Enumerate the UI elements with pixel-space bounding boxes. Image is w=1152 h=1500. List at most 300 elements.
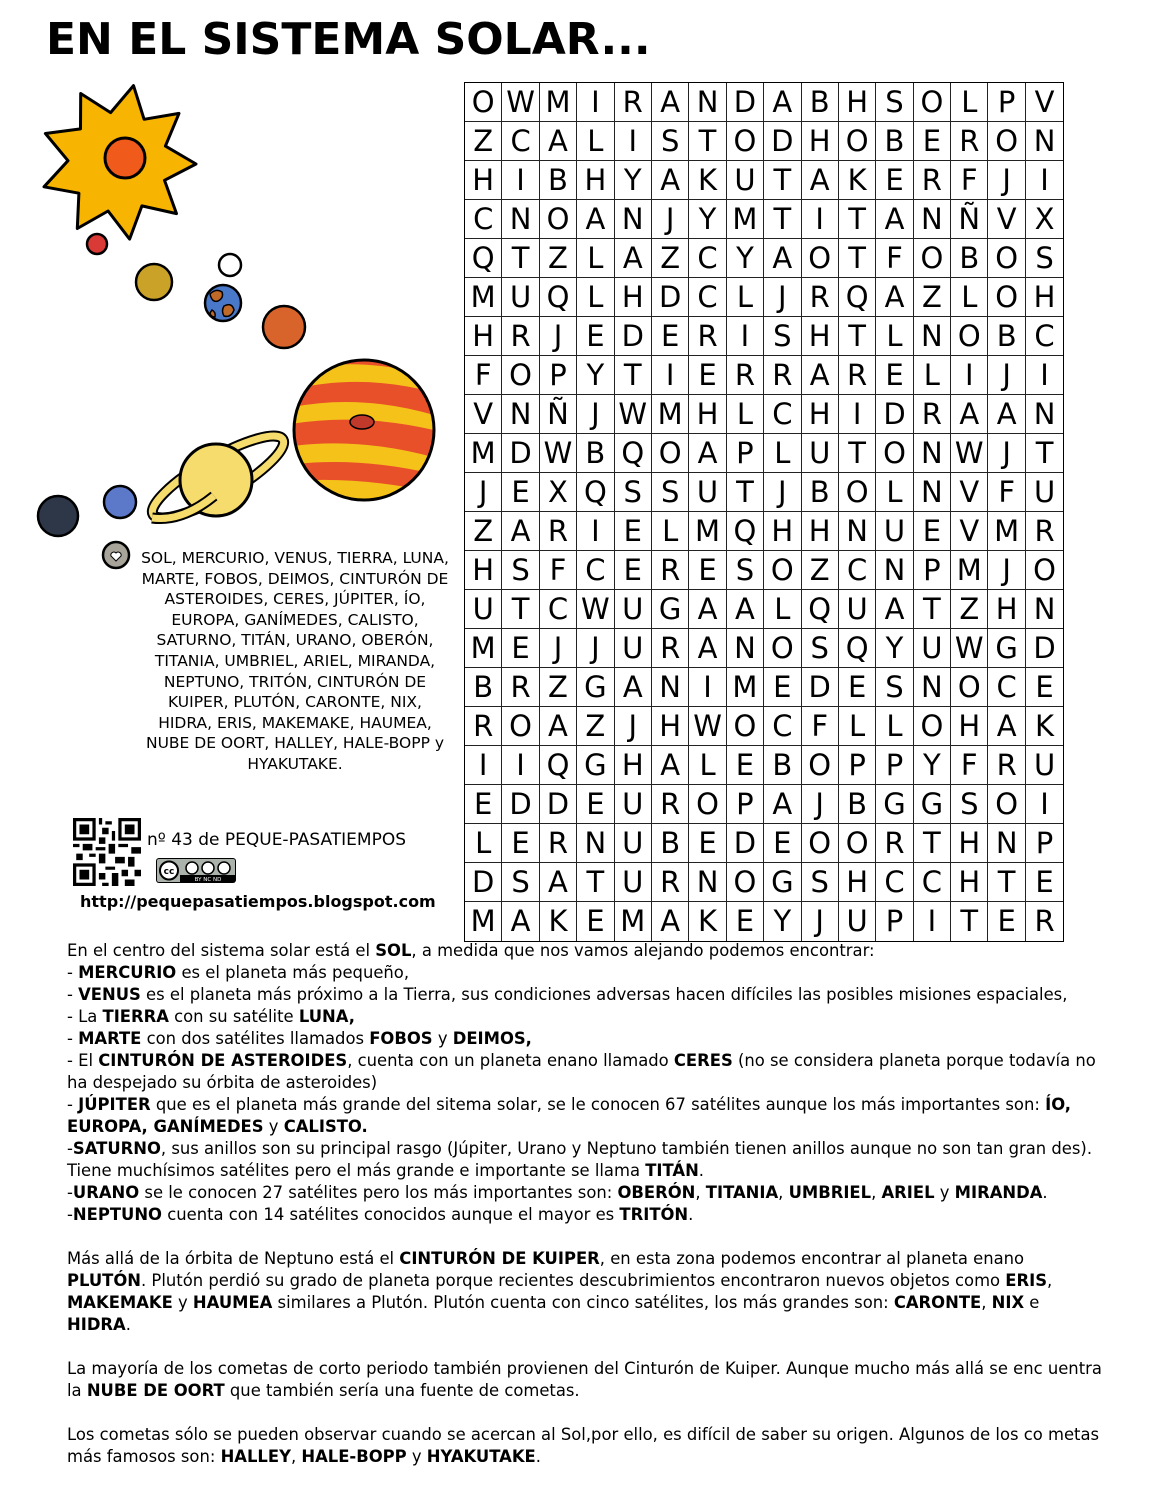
grid-cell[interactable]: C: [577, 551, 614, 590]
grid-cell[interactable]: J: [802, 902, 839, 941]
grid-cell[interactable]: P: [1026, 824, 1063, 863]
grid-cell[interactable]: N: [988, 824, 1025, 863]
grid-cell[interactable]: J: [988, 356, 1025, 395]
grid-cell[interactable]: E: [615, 551, 652, 590]
grid-cell[interactable]: E: [914, 512, 951, 551]
grid-cell[interactable]: I: [577, 512, 614, 551]
grid-cell[interactable]: D: [615, 317, 652, 356]
grid-cell[interactable]: I: [1026, 161, 1063, 200]
grid-cell[interactable]: R: [540, 512, 577, 551]
grid-cell[interactable]: D: [802, 668, 839, 707]
grid-cell[interactable]: H: [652, 707, 689, 746]
grid-cell[interactable]: H: [839, 83, 876, 122]
grid-cell[interactable]: J: [802, 785, 839, 824]
grid-cell[interactable]: N: [727, 629, 764, 668]
grid-cell[interactable]: W: [951, 629, 988, 668]
grid-cell[interactable]: H: [802, 122, 839, 161]
grid-cell[interactable]: L: [951, 278, 988, 317]
grid-cell[interactable]: Q: [615, 434, 652, 473]
grid-cell[interactable]: C: [540, 590, 577, 629]
grid-cell[interactable]: E: [988, 902, 1025, 941]
grid-cell[interactable]: B: [802, 473, 839, 512]
grid-cell[interactable]: D: [652, 278, 689, 317]
grid-cell[interactable]: O: [502, 356, 539, 395]
grid-cell[interactable]: R: [802, 278, 839, 317]
grid-cell[interactable]: T: [1026, 434, 1063, 473]
grid-cell[interactable]: O: [914, 707, 951, 746]
grid-cell[interactable]: U: [876, 512, 913, 551]
grid-cell[interactable]: M: [465, 902, 502, 941]
grid-cell[interactable]: B: [876, 122, 913, 161]
grid-cell[interactable]: E: [764, 824, 801, 863]
grid-cell[interactable]: C: [689, 278, 726, 317]
grid-cell[interactable]: Y: [876, 629, 913, 668]
grid-cell[interactable]: E: [577, 785, 614, 824]
grid-cell[interactable]: Z: [951, 590, 988, 629]
grid-cell[interactable]: A: [652, 902, 689, 941]
grid-cell[interactable]: T: [839, 200, 876, 239]
grid-cell[interactable]: U: [615, 785, 652, 824]
grid-cell[interactable]: O: [988, 278, 1025, 317]
grid-cell[interactable]: O: [1026, 551, 1063, 590]
grid-cell[interactable]: W: [615, 395, 652, 434]
grid-cell[interactable]: A: [689, 629, 726, 668]
grid-cell[interactable]: O: [689, 785, 726, 824]
grid-cell[interactable]: U: [914, 629, 951, 668]
blog-url[interactable]: http://pequepasatiempos.blogspot.com: [80, 892, 436, 911]
grid-cell[interactable]: K: [689, 902, 726, 941]
grid-cell[interactable]: O: [465, 83, 502, 122]
grid-cell[interactable]: K: [689, 161, 726, 200]
grid-cell[interactable]: G: [988, 629, 1025, 668]
grid-cell[interactable]: L: [876, 473, 913, 512]
grid-cell[interactable]: A: [502, 512, 539, 551]
grid-cell[interactable]: S: [802, 863, 839, 902]
grid-cell[interactable]: T: [914, 824, 951, 863]
grid-cell[interactable]: Z: [802, 551, 839, 590]
grid-cell[interactable]: M: [727, 668, 764, 707]
grid-cell[interactable]: L: [727, 395, 764, 434]
grid-cell[interactable]: B: [802, 83, 839, 122]
grid-cell[interactable]: A: [540, 863, 577, 902]
grid-cell[interactable]: U: [727, 161, 764, 200]
grid-cell[interactable]: G: [577, 668, 614, 707]
grid-cell[interactable]: Y: [615, 161, 652, 200]
grid-cell[interactable]: H: [1026, 278, 1063, 317]
grid-cell[interactable]: G: [876, 785, 913, 824]
grid-cell[interactable]: R: [502, 317, 539, 356]
grid-cell[interactable]: U: [1026, 746, 1063, 785]
grid-cell[interactable]: E: [689, 356, 726, 395]
grid-cell[interactable]: S: [615, 473, 652, 512]
grid-cell[interactable]: E: [577, 902, 614, 941]
grid-cell[interactable]: A: [876, 278, 913, 317]
grid-cell[interactable]: S: [951, 785, 988, 824]
grid-cell[interactable]: N: [652, 668, 689, 707]
grid-cell[interactable]: T: [764, 161, 801, 200]
grid-cell[interactable]: P: [988, 83, 1025, 122]
grid-cell[interactable]: N: [914, 317, 951, 356]
grid-cell[interactable]: R: [951, 122, 988, 161]
grid-cell[interactable]: O: [540, 200, 577, 239]
grid-cell[interactable]: A: [540, 122, 577, 161]
grid-cell[interactable]: O: [727, 863, 764, 902]
grid-cell[interactable]: E: [876, 161, 913, 200]
grid-cell[interactable]: U: [839, 590, 876, 629]
grid-cell[interactable]: M: [465, 629, 502, 668]
grid-cell[interactable]: N: [577, 824, 614, 863]
grid-cell[interactable]: H: [802, 317, 839, 356]
grid-cell[interactable]: E: [727, 902, 764, 941]
grid-cell[interactable]: B: [764, 746, 801, 785]
grid-cell[interactable]: S: [502, 551, 539, 590]
grid-cell[interactable]: O: [988, 239, 1025, 278]
grid-cell[interactable]: J: [615, 707, 652, 746]
grid-cell[interactable]: R: [988, 746, 1025, 785]
grid-cell[interactable]: T: [502, 239, 539, 278]
grid-cell[interactable]: S: [802, 629, 839, 668]
grid-cell[interactable]: J: [540, 629, 577, 668]
grid-cell[interactable]: F: [802, 707, 839, 746]
grid-cell[interactable]: E: [689, 824, 726, 863]
grid-cell[interactable]: A: [615, 668, 652, 707]
grid-cell[interactable]: T: [914, 590, 951, 629]
grid-cell[interactable]: U: [615, 863, 652, 902]
grid-cell[interactable]: V: [988, 200, 1025, 239]
grid-cell[interactable]: I: [502, 161, 539, 200]
grid-cell[interactable]: D: [764, 122, 801, 161]
grid-cell[interactable]: R: [914, 395, 951, 434]
grid-cell[interactable]: O: [914, 239, 951, 278]
grid-cell[interactable]: T: [764, 200, 801, 239]
grid-cell[interactable]: O: [876, 434, 913, 473]
grid-cell[interactable]: O: [914, 83, 951, 122]
grid-cell[interactable]: R: [839, 356, 876, 395]
grid-cell[interactable]: I: [502, 746, 539, 785]
grid-cell[interactable]: R: [689, 317, 726, 356]
grid-cell[interactable]: O: [802, 746, 839, 785]
grid-cell[interactable]: Y: [914, 746, 951, 785]
grid-cell[interactable]: M: [727, 200, 764, 239]
grid-cell[interactable]: J: [764, 473, 801, 512]
grid-cell[interactable]: Ñ: [951, 200, 988, 239]
grid-cell[interactable]: Q: [465, 239, 502, 278]
grid-cell[interactable]: E: [727, 746, 764, 785]
grid-cell[interactable]: D: [876, 395, 913, 434]
grid-cell[interactable]: O: [839, 473, 876, 512]
grid-cell[interactable]: U: [615, 590, 652, 629]
grid-cell[interactable]: C: [839, 551, 876, 590]
grid-cell[interactable]: H: [951, 824, 988, 863]
grid-cell[interactable]: Z: [540, 239, 577, 278]
grid-cell[interactable]: R: [914, 161, 951, 200]
grid-cell[interactable]: M: [689, 512, 726, 551]
grid-cell[interactable]: L: [876, 707, 913, 746]
grid-cell[interactable]: J: [652, 200, 689, 239]
grid-cell[interactable]: A: [988, 707, 1025, 746]
grid-cell[interactable]: T: [577, 863, 614, 902]
grid-cell[interactable]: P: [876, 746, 913, 785]
grid-cell[interactable]: N: [914, 200, 951, 239]
grid-cell[interactable]: Q: [540, 278, 577, 317]
grid-cell[interactable]: M: [615, 902, 652, 941]
grid-cell[interactable]: T: [502, 590, 539, 629]
grid-cell[interactable]: S: [764, 317, 801, 356]
grid-cell[interactable]: F: [876, 239, 913, 278]
grid-cell[interactable]: E: [502, 629, 539, 668]
grid-cell[interactable]: I: [914, 902, 951, 941]
grid-cell[interactable]: F: [465, 356, 502, 395]
grid-cell[interactable]: Y: [689, 200, 726, 239]
grid-cell[interactable]: R: [1034, 904, 1055, 938]
grid-cell[interactable]: I: [951, 356, 988, 395]
grid-cell[interactable]: Z: [914, 278, 951, 317]
grid-cell[interactable]: T: [689, 122, 726, 161]
grid-cell[interactable]: V: [1026, 83, 1063, 122]
grid-cell[interactable]: E: [502, 824, 539, 863]
grid-cell[interactable]: Z: [577, 707, 614, 746]
grid-cell[interactable]: L: [764, 434, 801, 473]
grid-cell[interactable]: U: [615, 629, 652, 668]
grid-cell[interactable]: A: [802, 161, 839, 200]
grid-cell[interactable]: N: [914, 434, 951, 473]
grid-cell[interactable]: J: [988, 551, 1025, 590]
grid-cell[interactable]: P: [540, 356, 577, 395]
grid-cell[interactable]: V: [465, 395, 502, 434]
grid-cell[interactable]: K: [839, 161, 876, 200]
grid-cell[interactable]: A: [764, 785, 801, 824]
grid-cell[interactable]: T: [727, 473, 764, 512]
grid-cell[interactable]: I: [689, 668, 726, 707]
grid-cell[interactable]: M: [465, 434, 502, 473]
grid-cell[interactable]: J: [988, 161, 1025, 200]
grid-cell[interactable]: U: [802, 434, 839, 473]
grid-cell[interactable]: P: [914, 551, 951, 590]
grid-cell[interactable]: A: [951, 395, 988, 434]
grid-cell[interactable]: L: [876, 317, 913, 356]
grid-cell[interactable]: H: [465, 551, 502, 590]
grid-cell[interactable]: M: [465, 278, 502, 317]
grid-cell[interactable]: L: [764, 590, 801, 629]
grid-cell[interactable]: R: [764, 356, 801, 395]
grid-cell[interactable]: Y: [727, 239, 764, 278]
grid-cell[interactable]: N: [615, 200, 652, 239]
grid-cell[interactable]: O: [988, 122, 1025, 161]
grid-cell[interactable]: K: [1026, 707, 1063, 746]
grid-cell[interactable]: I: [465, 746, 502, 785]
grid-cell[interactable]: R: [1026, 512, 1063, 551]
grid-cell[interactable]: A: [652, 161, 689, 200]
grid-cell[interactable]: S: [652, 473, 689, 512]
grid-cell[interactable]: L: [465, 824, 502, 863]
grid-cell[interactable]: I: [615, 122, 652, 161]
grid-cell[interactable]: T: [951, 902, 988, 941]
grid-cell[interactable]: A: [577, 200, 614, 239]
grid-cell[interactable]: U: [839, 902, 876, 941]
grid-cell[interactable]: J: [465, 473, 502, 512]
grid-cell[interactable]: S: [1026, 239, 1063, 278]
grid-cell[interactable]: B: [988, 317, 1025, 356]
grid-cell[interactable]: P: [876, 902, 913, 941]
grid-cell[interactable]: L: [727, 278, 764, 317]
grid-cell[interactable]: E: [465, 785, 502, 824]
grid-cell[interactable]: O: [727, 707, 764, 746]
grid-cell[interactable]: Q: [802, 590, 839, 629]
grid-cell[interactable]: A: [540, 707, 577, 746]
grid-cell[interactable]: F: [951, 746, 988, 785]
grid-cell[interactable]: N: [1026, 395, 1063, 434]
grid-cell[interactable]: L: [577, 239, 614, 278]
grid-cell[interactable]: F: [540, 551, 577, 590]
grid-cell[interactable]: W: [689, 707, 726, 746]
grid-cell[interactable]: N: [1026, 122, 1063, 161]
grid-cell[interactable]: N: [876, 551, 913, 590]
grid-cell[interactable]: B: [577, 434, 614, 473]
grid-cell[interactable]: N: [914, 473, 951, 512]
grid-cell[interactable]: M: [988, 512, 1025, 551]
grid-cell[interactable]: H: [764, 512, 801, 551]
grid-cell[interactable]: G: [577, 746, 614, 785]
grid-cell[interactable]: E: [689, 551, 726, 590]
grid-cell[interactable]: A: [764, 239, 801, 278]
grid-cell[interactable]: R: [652, 551, 689, 590]
grid-cell[interactable]: N: [1026, 590, 1063, 629]
grid-cell[interactable]: E: [615, 512, 652, 551]
grid-cell[interactable]: A: [988, 395, 1025, 434]
grid-cell[interactable]: L: [914, 356, 951, 395]
grid-cell[interactable]: Q: [727, 512, 764, 551]
grid-cell[interactable]: E: [839, 668, 876, 707]
grid-cell[interactable]: H: [802, 395, 839, 434]
grid-cell[interactable]: I: [839, 395, 876, 434]
grid-cell[interactable]: U: [689, 473, 726, 512]
grid-cell[interactable]: G: [764, 863, 801, 902]
grid-cell[interactable]: D: [727, 83, 764, 122]
grid-cell[interactable]: I: [802, 200, 839, 239]
grid-cell[interactable]: F: [951, 161, 988, 200]
grid-cell[interactable]: O: [988, 785, 1025, 824]
grid-cell[interactable]: D: [502, 434, 539, 473]
grid-cell[interactable]: O: [951, 668, 988, 707]
grid-cell[interactable]: L: [577, 278, 614, 317]
grid-cell[interactable]: C: [764, 707, 801, 746]
grid-cell[interactable]: A: [727, 590, 764, 629]
grid-cell[interactable]: A: [876, 200, 913, 239]
grid-cell[interactable]: R: [727, 356, 764, 395]
grid-cell[interactable]: O: [502, 707, 539, 746]
grid-cell[interactable]: N: [502, 200, 539, 239]
grid-cell[interactable]: I: [577, 83, 614, 122]
grid-cell[interactable]: I: [1026, 785, 1063, 824]
grid-cell[interactable]: C: [876, 863, 913, 902]
grid-cell[interactable]: H: [615, 278, 652, 317]
grid-cell[interactable]: T: [615, 356, 652, 395]
grid-cell[interactable]: Q: [540, 746, 577, 785]
grid-cell[interactable]: R: [876, 824, 913, 863]
grid-cell[interactable]: E: [914, 122, 951, 161]
grid-cell[interactable]: W: [951, 434, 988, 473]
grid-cell[interactable]: J: [540, 317, 577, 356]
grid-cell[interactable]: S: [876, 668, 913, 707]
grid-cell[interactable]: E: [577, 317, 614, 356]
grid-cell[interactable]: Ñ: [540, 395, 577, 434]
grid-cell[interactable]: T: [988, 863, 1025, 902]
grid-cell[interactable]: A: [764, 83, 801, 122]
grid-cell[interactable]: F: [988, 473, 1025, 512]
grid-cell[interactable]: Z: [652, 239, 689, 278]
grid-cell[interactable]: R: [540, 824, 577, 863]
grid-cell[interactable]: R: [465, 707, 502, 746]
word-search-grid[interactable]: [464, 82, 1064, 942]
grid-cell[interactable]: P: [727, 434, 764, 473]
grid-cell[interactable]: E: [502, 473, 539, 512]
grid-cell[interactable]: O: [951, 317, 988, 356]
grid-cell[interactable]: L: [652, 512, 689, 551]
grid-cell[interactable]: D: [465, 863, 502, 902]
grid-cell[interactable]: K: [540, 902, 577, 941]
grid-cell[interactable]: T: [839, 239, 876, 278]
grid-cell[interactable]: E: [1026, 668, 1063, 707]
grid-cell[interactable]: O: [727, 122, 764, 161]
grid-cell[interactable]: G: [914, 785, 951, 824]
grid-cell[interactable]: A: [802, 356, 839, 395]
grid-cell[interactable]: J: [577, 629, 614, 668]
grid-cell[interactable]: L: [839, 707, 876, 746]
grid-cell[interactable]: G: [652, 590, 689, 629]
grid-cell[interactable]: P: [727, 785, 764, 824]
grid-cell[interactable]: A: [689, 590, 726, 629]
grid-cell[interactable]: U: [502, 278, 539, 317]
grid-cell[interactable]: L: [951, 83, 988, 122]
grid-cell[interactable]: N: [914, 668, 951, 707]
grid-cell[interactable]: Y: [577, 356, 614, 395]
grid-cell[interactable]: L: [689, 746, 726, 785]
grid-cell[interactable]: J: [577, 395, 614, 434]
grid-cell[interactable]: U: [465, 590, 502, 629]
grid-cell[interactable]: O: [764, 551, 801, 590]
grid-cell[interactable]: R: [652, 785, 689, 824]
grid-cell[interactable]: H: [988, 590, 1025, 629]
grid-cell[interactable]: Q: [577, 473, 614, 512]
grid-cell[interactable]: A: [652, 83, 689, 122]
grid-cell[interactable]: N: [839, 512, 876, 551]
grid-cell[interactable]: U: [615, 824, 652, 863]
grid-cell[interactable]: M: [652, 395, 689, 434]
grid-cell[interactable]: O: [764, 629, 801, 668]
grid-cell[interactable]: B: [652, 824, 689, 863]
grid-cell[interactable]: L: [577, 122, 614, 161]
grid-cell[interactable]: O: [839, 122, 876, 161]
grid-cell[interactable]: P: [839, 746, 876, 785]
grid-cell[interactable]: S: [502, 863, 539, 902]
grid-cell[interactable]: N: [689, 83, 726, 122]
grid-cell[interactable]: R: [652, 863, 689, 902]
grid-cell[interactable]: J: [764, 278, 801, 317]
grid-cell[interactable]: X: [1026, 200, 1063, 239]
grid-cell[interactable]: I: [727, 317, 764, 356]
grid-cell[interactable]: V: [951, 473, 988, 512]
grid-cell[interactable]: H: [465, 161, 502, 200]
grid-cell[interactable]: N: [689, 863, 726, 902]
grid-cell[interactable]: A: [689, 434, 726, 473]
grid-cell[interactable]: D: [727, 824, 764, 863]
grid-cell[interactable]: H: [615, 746, 652, 785]
grid-cell[interactable]: Z: [465, 512, 502, 551]
grid-cell[interactable]: C: [764, 395, 801, 434]
grid-cell[interactable]: B: [839, 785, 876, 824]
grid-cell[interactable]: A: [502, 902, 539, 941]
grid-cell[interactable]: S: [876, 83, 913, 122]
